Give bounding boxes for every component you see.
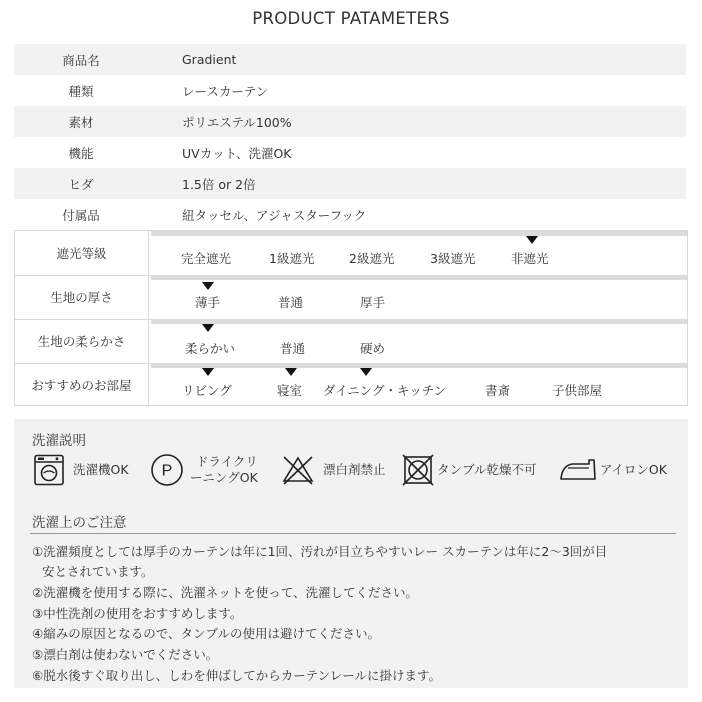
dry-clean-icon bbox=[150, 453, 184, 487]
grade-label: 生地の柔らかさ bbox=[15, 319, 149, 363]
washing-instructions bbox=[14, 419, 688, 511]
grade-option: 寝室 bbox=[277, 383, 303, 398]
wash-label bbox=[600, 462, 667, 478]
grade-option: 完全遮光 bbox=[181, 251, 232, 266]
section-title: 洗濯説明 bbox=[32, 433, 86, 449]
grade-label: おすすめのお部屋 bbox=[15, 363, 149, 407]
param-row-material bbox=[14, 106, 686, 137]
washing-machine-icon bbox=[33, 454, 65, 486]
grade-option: 厚手 bbox=[360, 295, 386, 310]
grade-bar bbox=[151, 275, 687, 280]
grade-bar bbox=[151, 231, 687, 236]
caution-line: ④縮みの原因となるので、タンブルの使用は避けてください。 bbox=[32, 626, 380, 641]
parameter-table bbox=[14, 44, 686, 230]
param-row-type bbox=[14, 75, 686, 106]
selected-marker bbox=[202, 282, 214, 290]
no-bleach-icon bbox=[281, 454, 315, 486]
wash-label bbox=[73, 462, 129, 478]
param-key: 付属品 bbox=[62, 207, 100, 223]
selected-marker bbox=[360, 368, 372, 376]
wash-item-dry-clean bbox=[150, 452, 258, 488]
grade-option: 子供部屋 bbox=[552, 383, 603, 398]
wash-item-machine bbox=[33, 452, 129, 488]
title-underline bbox=[30, 533, 676, 534]
grade-option: 書斎 bbox=[485, 383, 511, 398]
grade-option: 2級遮光 bbox=[349, 251, 395, 266]
param-value: 1.5倍 or 2倍 bbox=[182, 176, 256, 192]
grade-row-softness bbox=[15, 319, 687, 363]
washing-cautions bbox=[14, 500, 688, 688]
caution-line: ⑥脱水後すぐ取り出し、しわを伸ばしてからカーテンレールに掛けます。 bbox=[32, 668, 442, 683]
grade-table bbox=[14, 230, 688, 406]
param-row-accessories bbox=[14, 199, 686, 230]
selected-marker bbox=[526, 236, 538, 244]
caution-line: ③中性洗剤の使用をおすすめします。 bbox=[32, 606, 243, 621]
selected-marker bbox=[202, 368, 214, 376]
param-key: ヒダ bbox=[68, 176, 94, 192]
param-key: 素材 bbox=[68, 114, 94, 130]
caution-line: ⑤漂白剤は使わないでください。 bbox=[32, 647, 219, 662]
caution-line: 安とされています。 bbox=[42, 564, 154, 579]
param-value: UVカット、洗濯OK bbox=[182, 145, 292, 161]
grade-option: 普通 bbox=[280, 341, 306, 356]
param-key: 機能 bbox=[68, 145, 94, 161]
wash-label-line: ドライクリ bbox=[196, 454, 258, 470]
grade-row-light-blocking bbox=[15, 231, 687, 275]
param-value: 紐タッセル、アジャスターフック bbox=[182, 207, 367, 223]
grade-option: 非遮光 bbox=[511, 251, 549, 266]
param-row-pleat bbox=[14, 168, 686, 199]
grade-option: 薄手 bbox=[195, 295, 221, 310]
grade-option: 普通 bbox=[278, 295, 304, 310]
grade-option: リビング bbox=[182, 383, 232, 398]
param-key: 種類 bbox=[68, 83, 94, 99]
wash-label-line: 洗濯機OK bbox=[73, 462, 129, 478]
wash-label bbox=[190, 454, 258, 485]
grade-bar bbox=[151, 319, 687, 324]
param-key: 商品名 bbox=[62, 52, 100, 68]
wash-label-line: ーニングOK bbox=[190, 470, 258, 485]
no-tumble-dry-icon bbox=[402, 454, 434, 486]
param-value: ポリエステル100% bbox=[182, 114, 292, 130]
grade-option: 3級遮光 bbox=[430, 251, 476, 266]
caution-line: ①洗濯頻度としては厚手のカーテンは年に1回、汚れが目立ちやすいレー スカーテンは年に2〜3回が目 bbox=[32, 544, 608, 559]
dry-clean-symbol: P bbox=[161, 462, 173, 480]
grade-row-thickness bbox=[15, 275, 687, 319]
caution-line: ②洗濯機を使用する際に、洗濯ネットを使って、洗濯してください。 bbox=[32, 585, 418, 600]
wash-label-line: タンブル乾燥不可 bbox=[437, 462, 537, 478]
page-title: PRODUCT PATAMETERS bbox=[252, 9, 450, 28]
grade-option: 柔らかい bbox=[185, 341, 236, 356]
param-value: Gradient bbox=[182, 52, 237, 67]
grade-bar bbox=[151, 363, 687, 368]
param-row-function bbox=[14, 137, 686, 168]
wash-label bbox=[323, 462, 386, 478]
grade-option: 1級遮光 bbox=[269, 251, 315, 266]
wash-label-line: 漂白剤禁止 bbox=[323, 462, 386, 478]
param-row-product-name bbox=[14, 44, 686, 75]
wash-item-no-tumble bbox=[402, 452, 537, 488]
grade-label: 遮光等級 bbox=[15, 231, 149, 275]
grade-row-rooms bbox=[15, 363, 687, 407]
wash-label-line: アイロンOK bbox=[600, 462, 667, 478]
selected-marker bbox=[285, 368, 297, 376]
selected-marker bbox=[202, 324, 214, 332]
param-value: レースカーテン bbox=[182, 83, 269, 99]
wash-item-iron bbox=[558, 452, 667, 488]
grade-option: ダイニング・キッチン bbox=[323, 383, 447, 398]
grade-label: 生地の厚さ bbox=[15, 275, 149, 319]
section-title: 洗濯上のご注意 bbox=[32, 515, 127, 531]
wash-item-no-bleach bbox=[281, 452, 386, 488]
wash-label bbox=[437, 462, 537, 478]
iron-icon bbox=[558, 456, 598, 484]
grade-option: 硬め bbox=[360, 341, 386, 356]
